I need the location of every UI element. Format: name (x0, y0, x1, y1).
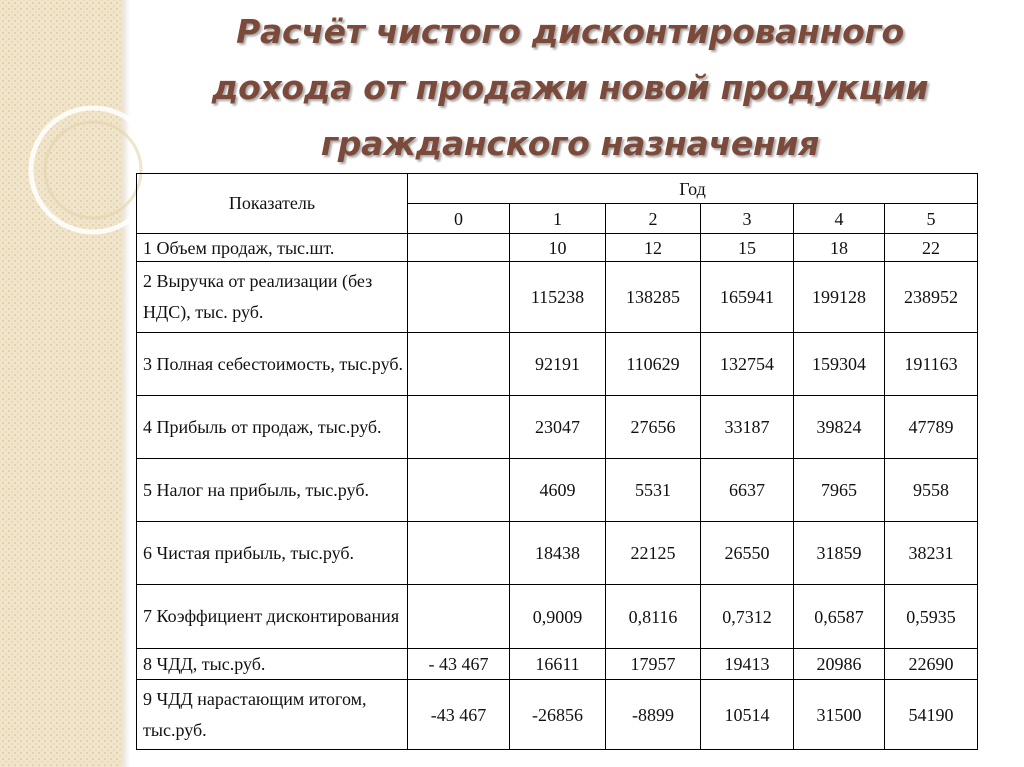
value-cell: 39824 (794, 396, 885, 459)
year-cell: 3 (701, 204, 794, 234)
value-cell: 6637 (701, 459, 794, 522)
value-cell (408, 522, 510, 585)
indicator-header: Показатель (137, 174, 408, 234)
value-cell: - 43 467 (408, 649, 510, 680)
row-label: 8 ЧДД, тыс.руб. (137, 649, 408, 680)
table-row (137, 459, 978, 522)
value-cell: 12 (606, 234, 701, 262)
row-label: 1 Объем продаж, тыс.шт. (137, 234, 408, 262)
value-cell: 20986 (794, 649, 885, 680)
table-row (137, 333, 978, 396)
value-cell: 33187 (701, 396, 794, 459)
year-cell: 4 (794, 204, 885, 234)
value-cell: 27656 (606, 396, 701, 459)
value-cell: 115238 (510, 262, 606, 333)
row-label: 5 Налог на прибыль, тыс.руб. (137, 459, 408, 522)
value-cell: 54190 (885, 680, 978, 750)
value-cell (408, 333, 510, 396)
value-cell: 0,9009 (510, 585, 606, 649)
row-label: 4 Прибыль от продаж, тыс.руб. (137, 396, 408, 459)
value-cell: 17957 (606, 649, 701, 680)
value-cell: 199128 (794, 262, 885, 333)
value-cell: 110629 (606, 333, 701, 396)
value-cell: 92191 (510, 333, 606, 396)
value-cell: 22690 (885, 649, 978, 680)
value-cell: 0,5935 (885, 585, 978, 649)
table-row (137, 396, 978, 459)
value-cell (408, 234, 510, 262)
value-cell: 23047 (510, 396, 606, 459)
value-cell: 159304 (794, 333, 885, 396)
year-cell: 1 (510, 204, 606, 234)
value-cell: -26856 (510, 680, 606, 750)
value-cell: 18 (794, 234, 885, 262)
value-cell: 16611 (510, 649, 606, 680)
row-label: 3 Полная себестоимость, тыс.руб. (137, 333, 408, 396)
year-header: Год (408, 174, 978, 204)
value-cell: 238952 (885, 262, 978, 333)
row-label: 7 Коэффициент дисконтирования (137, 585, 408, 649)
value-cell: 38231 (885, 522, 978, 585)
value-cell: 10514 (701, 680, 794, 750)
table-row (137, 585, 978, 649)
value-cell: -8899 (606, 680, 701, 750)
value-cell: 26550 (701, 522, 794, 585)
value-cell: 0,8116 (606, 585, 701, 649)
value-cell: 4609 (510, 459, 606, 522)
value-cell: 47789 (885, 396, 978, 459)
table-row (137, 649, 978, 680)
value-cell: 19413 (701, 649, 794, 680)
row-label: 2 Выручка от реализации (без НДС), тыс. руб. (137, 262, 408, 333)
title-line-1: Расчёт чистого дисконтированного (236, 12, 904, 51)
value-cell: 10 (510, 234, 606, 262)
table-row (137, 680, 978, 750)
row-label: 9 ЧДД нарастающим итогом, тыс.руб. (137, 680, 408, 750)
year-cell: 0 (408, 204, 510, 234)
table-row (137, 522, 978, 585)
value-cell: 0,6587 (794, 585, 885, 649)
npv-table (136, 173, 978, 750)
value-cell: 22125 (606, 522, 701, 585)
value-cell: 15 (701, 234, 794, 262)
value-cell (408, 396, 510, 459)
year-cell: 5 (885, 204, 978, 234)
value-cell: 7965 (794, 459, 885, 522)
year-cell: 2 (606, 204, 701, 234)
value-cell: 165941 (701, 262, 794, 333)
value-cell: 5531 (606, 459, 701, 522)
value-cell: 0,7312 (701, 585, 794, 649)
value-cell: 31859 (794, 522, 885, 585)
value-cell: 191163 (885, 333, 978, 396)
row-label: 6 Чистая прибыль, тыс.руб. (137, 522, 408, 585)
value-cell: 138285 (606, 262, 701, 333)
value-cell: 132754 (701, 333, 794, 396)
slide-title (150, 4, 990, 172)
title-line-2: дохода от продажи новой продукции (211, 68, 929, 107)
value-cell: 9558 (885, 459, 978, 522)
value-cell: 31500 (794, 680, 885, 750)
title-line-3: гражданского назначения (320, 124, 820, 163)
value-cell: 22 (885, 234, 978, 262)
table-row (137, 262, 978, 333)
value-cell (408, 262, 510, 333)
value-cell: -43 467 (408, 680, 510, 750)
table-row (137, 234, 978, 262)
value-cell: 18438 (510, 522, 606, 585)
value-cell (408, 585, 510, 649)
value-cell (408, 459, 510, 522)
